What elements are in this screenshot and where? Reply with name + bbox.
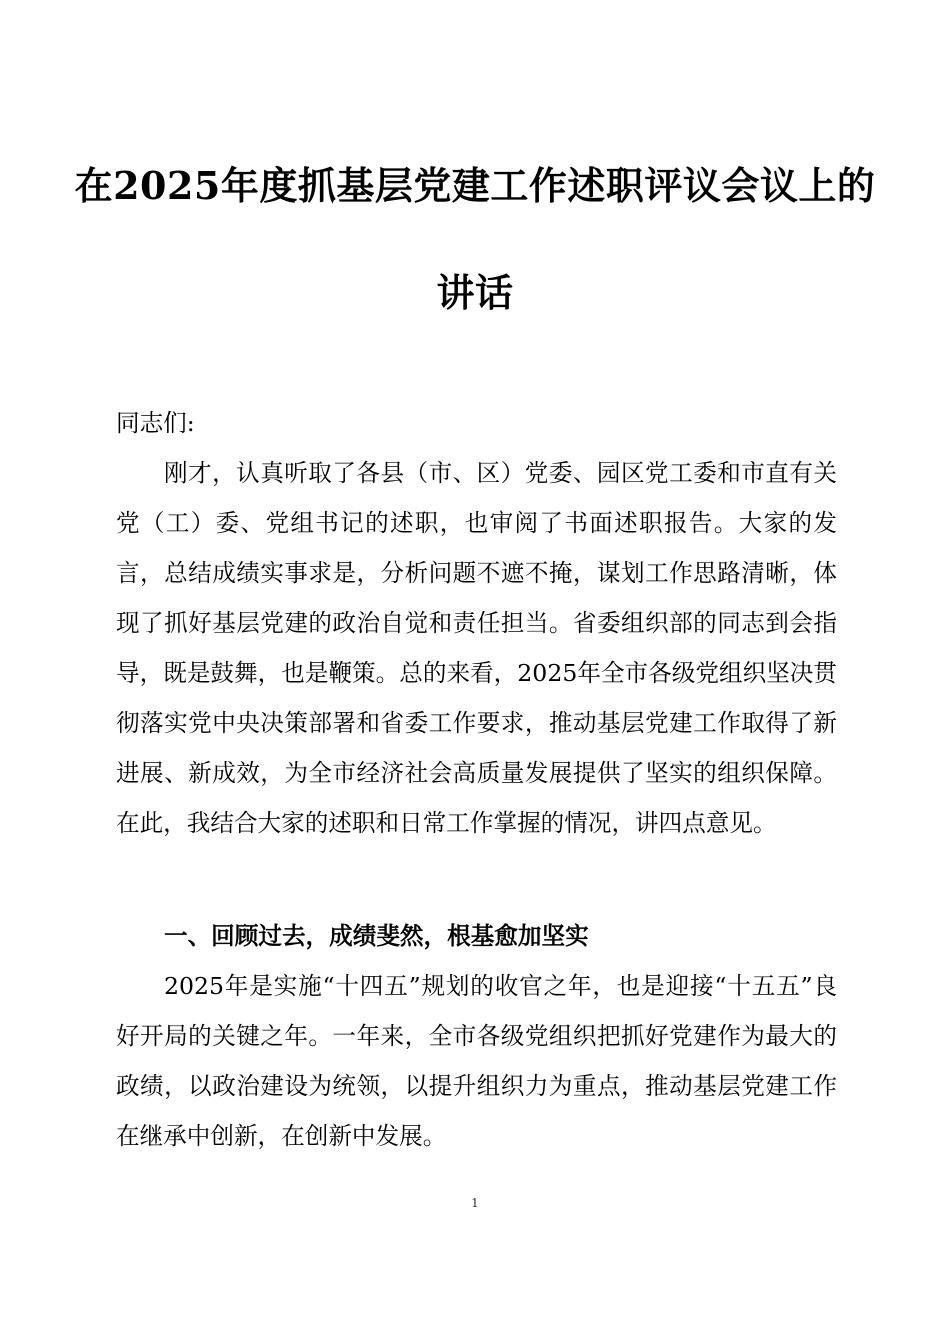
document-title-line-1: 在2025年度抓基层党建工作述职评议会议上的	[74, 163, 876, 208]
paragraph-opening: 刚才，认真听取了各县（市、区）党委、园区党工委和市直有关党（工）委、党组书记的述职，也审阅了书面述职报告。大家的发言，总结成绩实事求是，分析问题不遮不掩，谋划工作思路清晰，体现了抓好基层党建的政治自觉和责任担当。省委组织部的同志到会指导，既是鼓舞，也是鞭策。总的来看，2025年全市各级党组织坚决贯彻落实党中央决策部署和省委工作要求，推动基层党建工作取得了新进展、新成效，为全市经济社会高质量发展提供了坚实的组织保障。在此，我结合大家的述职和日常工作掌握的情况，讲四点意见。	[116, 459, 837, 837]
document-title-line-2: 讲话	[436, 270, 514, 315]
paragraph-section-1: 2025年是实施“十四五”规划的收官之年，也是迎接“十五五”良好开局的关键之年。一年来，全市各级党组织把抓好党建作为最大的政绩，以政治建设为统领，以提升组织力为重点，推动基层党建工作在继承中创新，在创新中发展。	[116, 972, 837, 1150]
page-number: 1	[471, 1196, 479, 1210]
salutation: 同志们:	[116, 409, 195, 437]
section-heading-1: 一、回顾过去，成绩斐然，根基愈加坚实	[164, 922, 589, 950]
